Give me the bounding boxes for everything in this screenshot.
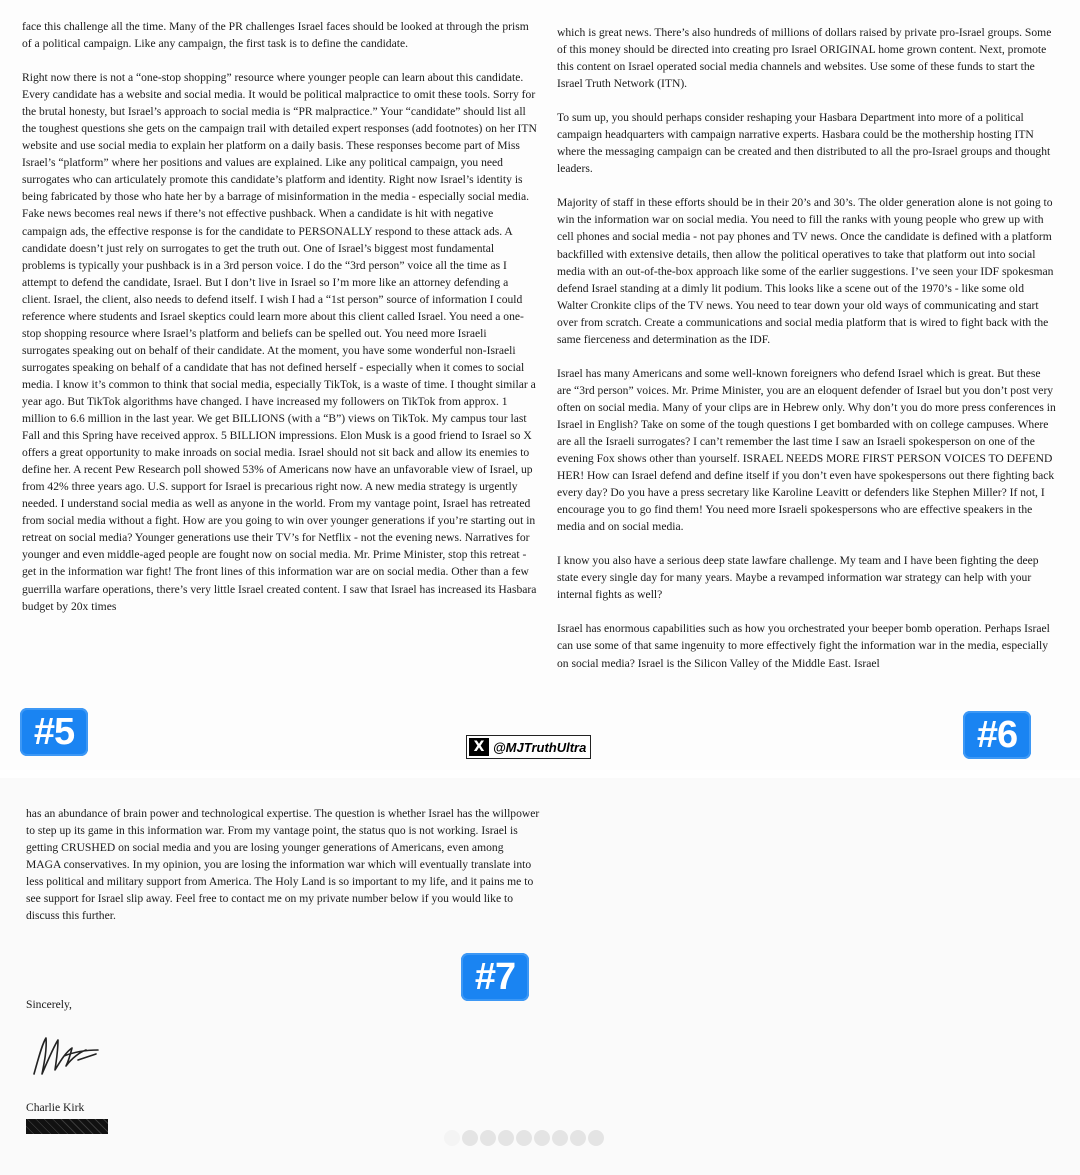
right-paragraph-4: Israel has many Americans and some well-known foreigners who defend Israel which is great. But these are “3rd person” voices. Mr. Prime Minister, you are an eloquent defender of Israel but you don’t post very often on social media. Many of your clips are in Hebrew only. Why don’t you do more press conferences in Israel in English? Take on some of the tough questions I get bombarded with on college campuses. Where are all the Israeli surrogates? I can’t remember the last time I saw an Israeli spokesperson on one of the evening Fox shows other than yourself. ISRAEL NEEDS MORE FIRST PERSON VOICES TO DEFEND HER! How can Israel defend and define itself if you don’t even have spokespersons out there fighting back every day? Do you have a press secretary like Karoline Leavitt or defenders like Stephen Miller? If not, I encourage you to go find them! You need more Israeli spokespersons who are effective speakers in the media and on social media.: [557, 366, 1056, 534]
signature-image: [28, 1030, 108, 1080]
watermark-handle: @MJTruthUltra: [493, 739, 587, 755]
page-number-badge-7: #7: [461, 953, 529, 1001]
signer-name: Charlie Kirk: [26, 1101, 85, 1114]
pager-dot[interactable]: [480, 1130, 496, 1146]
bottom-paragraph-1: has an abundance of brain power and technological expertise. The question is whether Israel has the willpower to step up its game in this information war. From my vantage point, the status quo is not working. Israel is getting CRUSHED on social media and you are losing younger generations of Americans, even among MAGA conservatives. In my opinion, you are losing the information war which will eventually translate into less political and military support from America. The Holy Land is so important to my life, and it pains me to see support for Israel slip away. Feel free to contact me on my private number below if you would like to discuss this further.: [26, 807, 540, 923]
pager-dot[interactable]: [462, 1130, 478, 1146]
bottom-text-column: [26, 805, 540, 941]
page-number-badge-5: #5: [20, 708, 88, 756]
pager-dot[interactable]: [588, 1130, 604, 1146]
x-logo-icon: X: [469, 738, 489, 756]
pager-dot[interactable]: [534, 1130, 550, 1146]
watermark: [466, 735, 591, 759]
pager-dot[interactable]: [552, 1130, 568, 1146]
right-paragraph-2: To sum up, you should perhaps consider reshaping your Hasbara Department into more of a political campaign headquarters with campaign narrative experts. Hasbara could be the mothership hosting ITN where the messaging campaign can be created and then distributed to all the pro-Israel groups and thought leaders.: [557, 111, 1051, 176]
left-paragraph-2: Right now there is not a “one-stop shopping” resource where younger people can learn about this candidate. Every candidate has a website and social media. It would be political malpractice to omit these tools. Sorry for the brutal honesty, but Israel’s approach to social media is “PR malpractice.” Your “candidate” should list all the toughest questions she gets on the campaign trail with detailed expert responses (add footnotes) on her ITN website and use social media to explain her platform on a daily basis. These responses become part of Miss Israel’s “platform” where her positions and values are explained. Like any political campaign, you need surrogates who can articulately promote this candidate’s platform and identity. Right now Israel’s identity is being fabricated by those who hate her by a barrage of misinformation in the media - especially social media. Fake news becomes real news if there’s not effective pushback. When a candidate is hit with negative campaign ads, the effective response is for the candidate to PERSONALLY respond to these attack ads. A candidate doesn’t just rely on surrogates to get the truth out. One of Israel’s biggest most fundamental problems is typically your pushback is in a 3rd person voice. I do the “3rd person” voice all the time as I attempt to defend the candidate, Israel. But I don’t live in Israel so I’m more like an attorney defending a client. Israel, the client, also needs to defend itself. I wish I had a “1st person” source of information I could reference where students and Israel skeptics could learn more about this client called Israel. You need a one-stop shopping resource where Israel’s platform and beliefs can be spelled out. You need more Israeli surrogates speaking out on behalf of their candidate. At the moment, you have some wonderful non-Israeli surrogates speaking on behalf of a candidate that has not defined herself - especially when it comes to social media. I know it’s common to think that social media, especially TikTok, is a waste of time. I thought similar a year ago. But TikTok algorithms have changed. I have increased my followers on TikTok from approx. 1 million to 6.6 million in the last year. We get BILLIONS (with a “B”) views on TikTok. My campus tour last Fall and this Spring have received approx. 5 BILLION impressions. Elon Musk is a good friend to Israel so X offers a great opportunity to make inroads on social media. Israel should not sit back and allow its enemies to define her. A recent Pew Research poll showed 53% of Americans now have an unfavorable view of Israel, up from 42% three years ago. U.S. support for Israel is precarious right now. A new media strategy is urgently needed. I understand social media as well as anyone in the world. From my vantage point, Israel has retreated from social media without a fight. How are you going to win over younger generations if you’re starting out in retreat on social media? Younger generations use their TV’s for Netflix - not the evening news. Narratives for younger and even middle-aged people are fought now on social media. Mr. Prime Minister, stop this retreat - get in the information war fight! The front lines of this information war are on social media. Other than a few guerrilla warfare operations, there’s very little Israel created content. I saw that Israel has increased its Hasbara budget by 20x times: [22, 71, 537, 613]
right-text-column: [557, 24, 1057, 689]
left-text-column: [22, 18, 537, 632]
right-paragraph-5: I know you also have a serious deep state lawfare challenge. My team and I have been fighting the deep state every single day for many years. Maybe a revamped information war strategy can help with your internal fights as well?: [557, 554, 1039, 602]
pager-dot[interactable]: [516, 1130, 532, 1146]
page-number-badge-6: #6: [963, 711, 1031, 759]
closing-sincerely: Sincerely,: [26, 998, 72, 1011]
redacted-phone-number: [26, 1119, 108, 1134]
left-paragraph-1: face this challenge all the time. Many of the PR challenges Israel faces should be looked at through the prism of a political campaign. Like any campaign, the first task is to define the candidate.: [22, 20, 529, 51]
right-paragraph-6: Israel has enormous capabilities such as how you orchestrated your beeper bomb operation. Perhaps Israel can use some of that same ingenuity to more effectively fight the information war in the media, especially on social media? Israel is the Silicon Valley of the Middle East. Israel: [557, 622, 1050, 670]
pager-dot[interactable]: [498, 1130, 514, 1146]
pager-dot[interactable]: [570, 1130, 586, 1146]
pager-dot[interactable]: [444, 1130, 460, 1146]
right-paragraph-3: Majority of staff in these efforts should be in their 20’s and 30’s. The older generation alone is not going to win the information war on social media. You need to fill the ranks with young people who grew up with cell phones and social media - not pay phones and TV news. Once the candidate is defined with a platform backfilled with extensive details, then allow the political operatives to take that platform out into social media with an out-of-the-box approach like some of the earlier suggestions. I’ve seen your IDF spokesman defend Israel standing at a dimly lit podium. This looks like a scene out of the 1970’s - like some old Walter Cronkite clips of the TV news. You need to tear down your old ways of communicating and start over from scratch. Create a communications and social media platform that is wired to fight back with the same fierceness and determination as the IDF.: [557, 196, 1054, 346]
image-pager[interactable]: [444, 1130, 604, 1146]
right-paragraph-1: which is great news. There’s also hundreds of millions of dollars raised by private pro-Israel groups. Some of this money should be directed into creating pro Israel ORIGINAL home grown content. Next, promote this content on Israel operated social media channels and websites. Use some of these funds to start the Israel Truth Network (ITN).: [557, 26, 1052, 91]
